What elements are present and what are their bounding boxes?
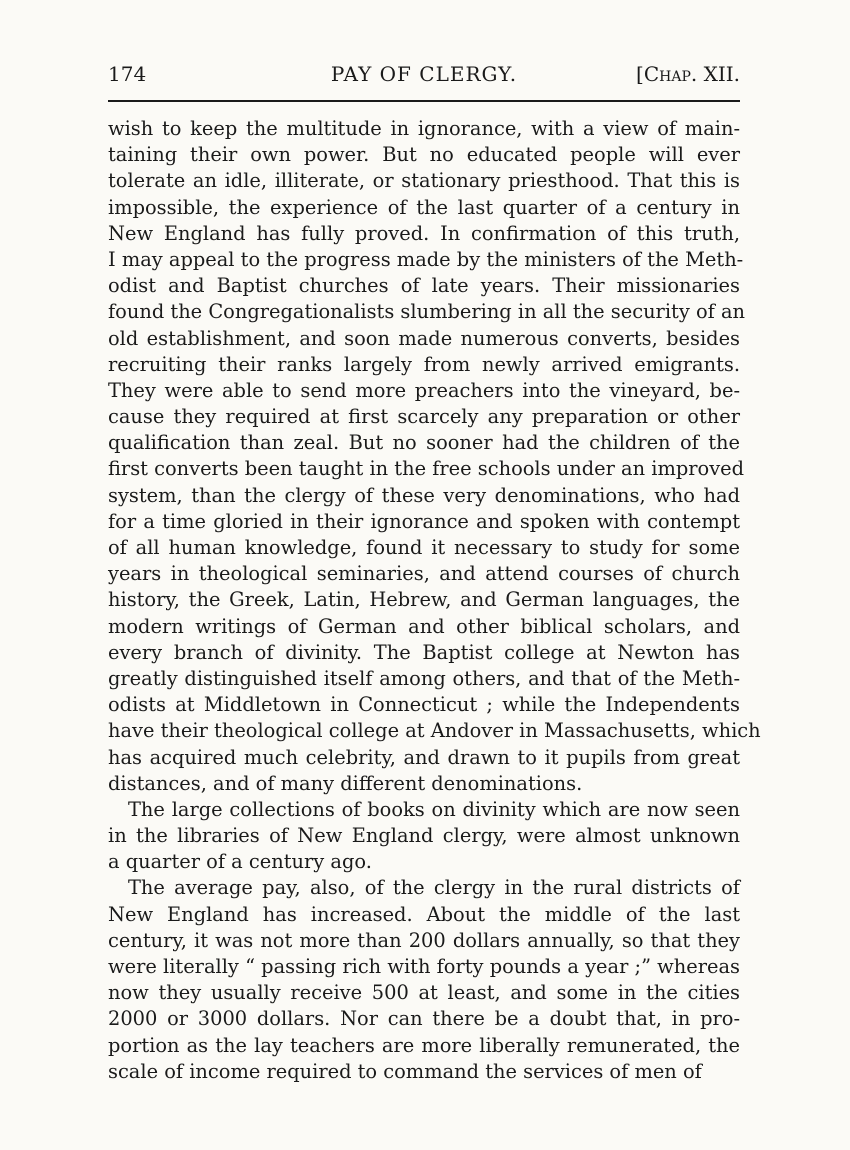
text-line: New England has fully proved. In confirmation of this truth,: [108, 221, 740, 245]
text-line: portion as the lay teachers are more liberally remunerated, the: [108, 1033, 740, 1057]
text-line: a quarter of a century ago.: [108, 850, 372, 874]
text-line: modern writings of German and other biblical scholars, and: [108, 614, 740, 638]
text-line: The large collections of books on divinity which are now seen: [128, 797, 740, 821]
text-line: New England has increased. About the middle of the last: [108, 902, 740, 926]
text-line: years in theological seminaries, and attend courses of church: [108, 562, 740, 586]
text-line: impossible, the experience of the last quarter of a century in: [108, 195, 740, 219]
text-line: taining their own power. But no educated people will ever: [108, 143, 740, 167]
text-line: now they usually receive 500 at least, and some in the cities: [108, 981, 740, 1005]
text-line: of all human knowledge, found it necessary to study for some: [108, 536, 740, 559]
paragraph: [108, 797, 740, 876]
paragraph: [108, 875, 740, 1085]
text-line: odist and Baptist churches of late years. Their missionaries: [108, 274, 740, 298]
text-line: old establishment, and soon made numerous converts, besides: [108, 326, 740, 350]
text-line: for a time gloried in their ignorance and spoken with contempt: [108, 509, 740, 533]
running-title: PAY OF CLERGY.: [330, 62, 518, 86]
text-line: qualification than zeal. But no sooner had the children of the: [108, 431, 740, 455]
text-line: have their theological college at Andover in Massachusetts, which: [108, 719, 761, 743]
text-line: every branch of divinity. The Baptist college at Newton has: [108, 640, 740, 664]
text-line: 2000 or 3000 dollars. Nor can there be a doubt that, in pro-: [108, 1007, 740, 1031]
running-header: [108, 62, 740, 92]
page-number: 174: [108, 62, 147, 86]
paragraph: [108, 116, 761, 797]
text-line: history, the Greek, Latin, Hebrew, and German languages, the: [108, 588, 740, 612]
text-line: They were able to send more preachers into the vineyard, be-: [108, 378, 740, 402]
body-text: [108, 116, 761, 1085]
text-line: system, than the clergy of these very denominations, who had: [108, 483, 740, 507]
text-line: I may appeal to the progress made by the ministers of the Meth-: [108, 247, 744, 271]
text-line: wish to keep the multitude in ignorance, with a view of main-: [108, 117, 740, 140]
text-line: were literally “ passing rich with forty pounds a year ;” whereas: [108, 955, 740, 978]
chapter-label: [Chap. XII.: [636, 62, 740, 86]
text-line: scale of income required to command the services of men of: [108, 1059, 702, 1083]
text-line: The average pay, also, of the clergy in the rural districts of: [128, 876, 740, 900]
text-line: distances, and of many different denominations.: [108, 771, 583, 795]
text-line: found the Congregationalists slumbering in all the security of an: [108, 300, 746, 324]
text-line: greatly distinguished itself among others, and that of the Meth-: [108, 666, 740, 690]
header-rule: [108, 100, 740, 102]
text-line: cause they required at first scarcely any preparation or other: [108, 405, 740, 429]
text-line: century, it was not more than 200 dollars annually, so that they: [108, 928, 740, 952]
text-line: in the libraries of New England clergy, were almost unknown: [108, 824, 740, 848]
text-line: odists at Middletown in Connecticut ; while the Independents: [108, 693, 740, 717]
text-line: first converts been taught in the free schools under an improved: [108, 457, 745, 481]
text-line: tolerate an idle, illiterate, or stationary priesthood. That this is: [108, 169, 740, 193]
text-line: recruiting their ranks largely from newly arrived emigrants.: [108, 352, 740, 376]
text-line: has acquired much celebrity, and drawn to it pupils from great: [108, 745, 740, 769]
